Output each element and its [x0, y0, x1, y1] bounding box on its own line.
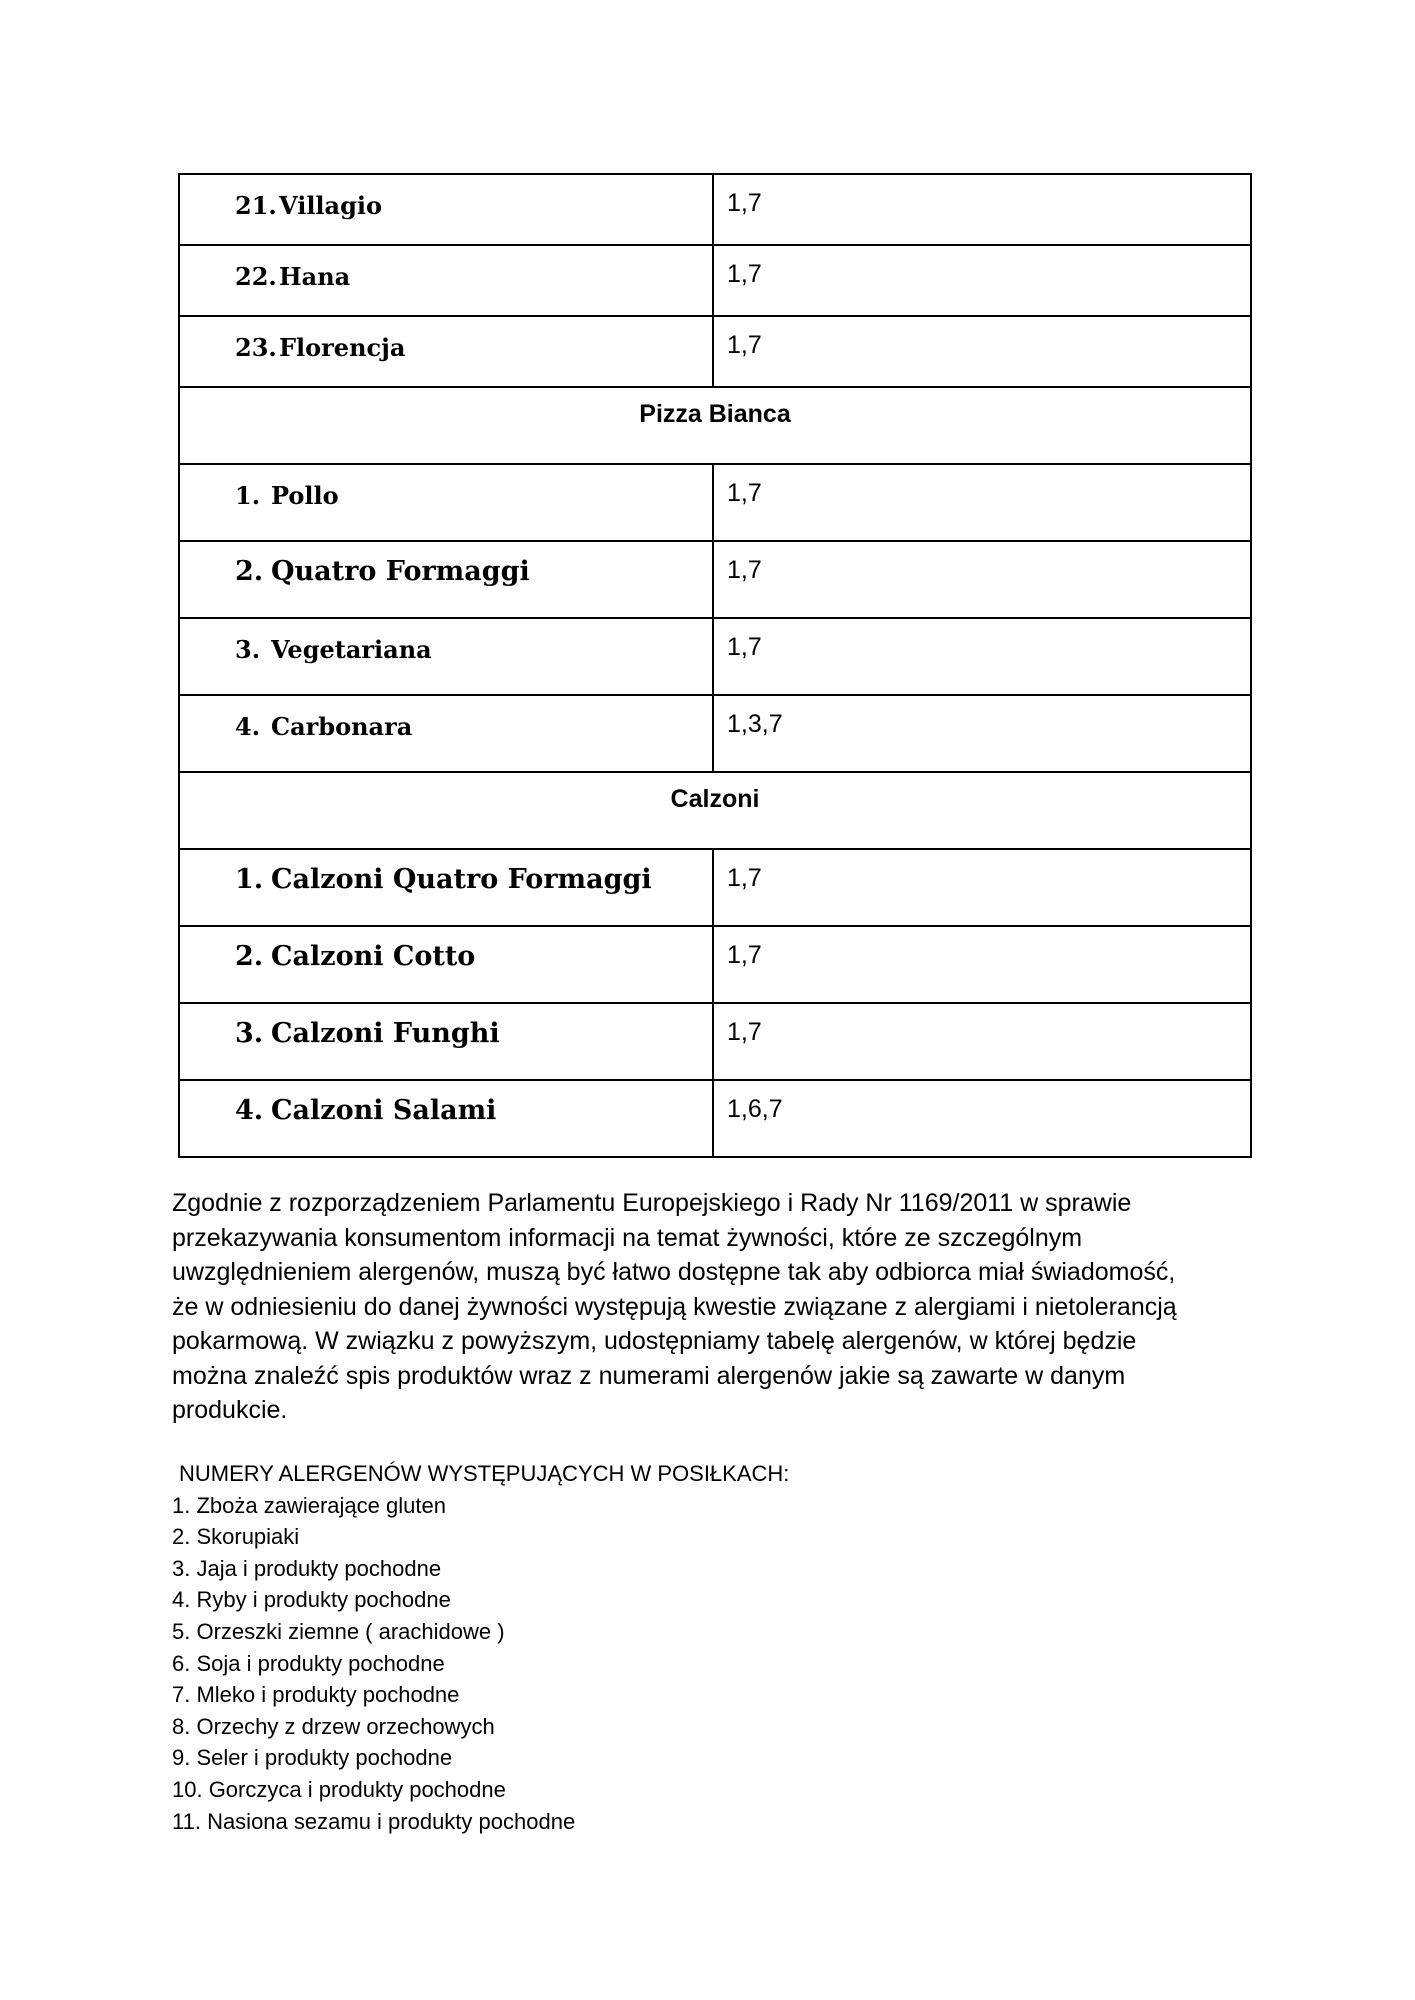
- paragraph-line: można znaleźć spis produktów wraz z numerami alergenów jakie są zawarte w danym: [172, 1361, 1126, 1390]
- section-header-cell: [179, 387, 1251, 464]
- dish-name-cell: [179, 316, 713, 387]
- allergen-legend: [172, 1458, 789, 1837]
- legend-item: 10. Gorczyca i produkty pochodne: [172, 1776, 506, 1802]
- allergen-codes: 1,7: [727, 331, 762, 359]
- paragraph-line: że w odniesieniu do danej żywności występują kwestie związane z alergiami i nietolerancją: [172, 1292, 1177, 1321]
- dish-name: [180, 619, 712, 664]
- section-header-cell: [179, 772, 1251, 849]
- dish-number: 4.: [235, 1095, 264, 1126]
- dish-name: [180, 465, 712, 510]
- dish-name: [180, 246, 712, 291]
- legend-item: 6. Soja i produkty pochodne: [172, 1650, 445, 1676]
- legend-item: 7. Mleko i produkty pochodne: [172, 1682, 460, 1708]
- allergens-cell: [713, 695, 1251, 772]
- allergen-codes: 1,7: [727, 556, 762, 584]
- dish-name: [180, 1081, 712, 1126]
- dish-label: Calzoni Funghi: [271, 1018, 500, 1049]
- dish-number: 3.: [235, 635, 261, 664]
- dish-name: [180, 696, 712, 741]
- dish-name: [180, 850, 712, 895]
- allergens-cell: [713, 174, 1251, 245]
- dish-name: [180, 927, 712, 972]
- dish-name-cell: [179, 618, 713, 695]
- dish-number: 2.: [235, 556, 264, 587]
- dish-name-cell: [179, 695, 713, 772]
- dish-name: [180, 175, 712, 220]
- regulation-paragraph: [172, 1186, 1272, 1428]
- table-row: [179, 464, 1251, 541]
- allergen-table: [178, 173, 1252, 1158]
- allergens-cell: [713, 541, 1251, 618]
- section-header-row: [179, 772, 1251, 849]
- dish-label: Pollo: [271, 481, 339, 510]
- allergens-cell: [713, 316, 1251, 387]
- allergens-cell: [713, 245, 1251, 316]
- dish-label: Quatro Formaggi: [271, 556, 530, 587]
- dish-label: Carbonara: [271, 712, 413, 741]
- allergen-codes: 1,7: [727, 260, 762, 288]
- dish-number: 22.: [235, 262, 277, 291]
- legend-item: 9. Seler i produkty pochodne: [172, 1745, 453, 1771]
- dish-name-cell: [179, 1080, 713, 1157]
- allergen-codes: 1,6,7: [727, 1095, 783, 1123]
- allergens-cell: [713, 926, 1251, 1003]
- dish-number: 1.: [235, 864, 264, 895]
- allergens-cell: [713, 618, 1251, 695]
- table-row: [179, 1080, 1251, 1157]
- dish-label: Florencja: [279, 333, 406, 362]
- paragraph-line: Zgodnie z rozporządzeniem Parlamentu Europejskiego i Rady Nr 1169/2011 w sprawie: [172, 1189, 1132, 1217]
- table-row: [179, 541, 1251, 618]
- dish-name-cell: [179, 245, 713, 316]
- section-header-row: [179, 387, 1251, 464]
- paragraph-line: pokarmową. W związku z powyższym, udostępniamy tabelę alergenów, w której będzie: [172, 1327, 1137, 1355]
- allergen-table-body: [179, 174, 1251, 1157]
- dish-name: [180, 317, 712, 362]
- paragraph-line: uwzględnieniem alergenów, muszą być łatwo dostępne tak aby odbiorca miał świadomość,: [172, 1258, 1176, 1286]
- table-row: [179, 1003, 1251, 1080]
- allergens-cell: [713, 849, 1251, 926]
- dish-name-cell: [179, 174, 713, 245]
- allergen-codes: 1,7: [727, 864, 762, 892]
- section-title: Calzoni: [670, 785, 760, 813]
- dish-number: 3.: [235, 1018, 264, 1049]
- dish-label: Vegetariana: [271, 635, 432, 664]
- legend-item: 1. Zboża zawierające gluten: [172, 1492, 446, 1518]
- dish-name-cell: [179, 849, 713, 926]
- dish-name: [180, 542, 712, 587]
- table-row: [179, 618, 1251, 695]
- dish-number: 21.: [235, 191, 277, 220]
- dish-label: Calzoni Quatro Formaggi: [271, 864, 652, 895]
- dish-name-cell: [179, 464, 713, 541]
- dish-label: Hana: [279, 262, 351, 291]
- dish-number: 2.: [235, 941, 264, 972]
- allergen-codes: 1,7: [727, 1018, 762, 1046]
- dish-number: 4.: [235, 712, 261, 741]
- legend-item: 3. Jaja i produkty pochodne: [172, 1555, 442, 1581]
- section-title: Pizza Bianca: [639, 400, 791, 428]
- dish-number: 1.: [235, 481, 261, 510]
- allergen-codes: 1,7: [727, 941, 762, 969]
- legend-item: 8. Orzechy z drzew orzechowych: [172, 1713, 495, 1739]
- table-row: [179, 695, 1251, 772]
- allergen-codes: 1,3,7: [727, 710, 783, 738]
- allergens-cell: [713, 464, 1251, 541]
- legend-title: NUMERY ALERGENÓW WYSTĘPUJĄCYCH W POSIŁKACH:: [179, 1461, 790, 1486]
- allergen-codes: 1,7: [727, 189, 762, 217]
- dish-name-cell: [179, 1003, 713, 1080]
- dish-name: [180, 1004, 712, 1049]
- legend-item: 4. Ryby i produkty pochodne: [172, 1587, 451, 1613]
- legend-item: 5. Orzeszki ziemne ( arachidowe ): [172, 1618, 505, 1644]
- paragraph-line: produkcie.: [172, 1396, 288, 1424]
- dish-label: Calzoni Salami: [271, 1095, 497, 1126]
- legend-item: 11. Nasiona sezamu i produkty pochodne: [172, 1808, 576, 1834]
- table-row: [179, 174, 1251, 245]
- table-row: [179, 849, 1251, 926]
- allergens-cell: [713, 1003, 1251, 1080]
- dish-label: Villagio: [279, 191, 383, 220]
- dish-number: 23.: [235, 333, 277, 362]
- allergen-codes: 1,7: [727, 479, 762, 507]
- table-row: [179, 245, 1251, 316]
- table-row: [179, 316, 1251, 387]
- dish-label: Calzoni Cotto: [271, 941, 476, 972]
- allergens-cell: [713, 1080, 1251, 1157]
- dish-name-cell: [179, 926, 713, 1003]
- dish-name-cell: [179, 541, 713, 618]
- allergen-codes: 1,7: [727, 633, 762, 661]
- legend-item: 2. Skorupiaki: [172, 1524, 300, 1550]
- table-row: [179, 926, 1251, 1003]
- paragraph-line: przekazywania konsumentom informacji na temat żywności, które ze szczególnym: [172, 1223, 1083, 1252]
